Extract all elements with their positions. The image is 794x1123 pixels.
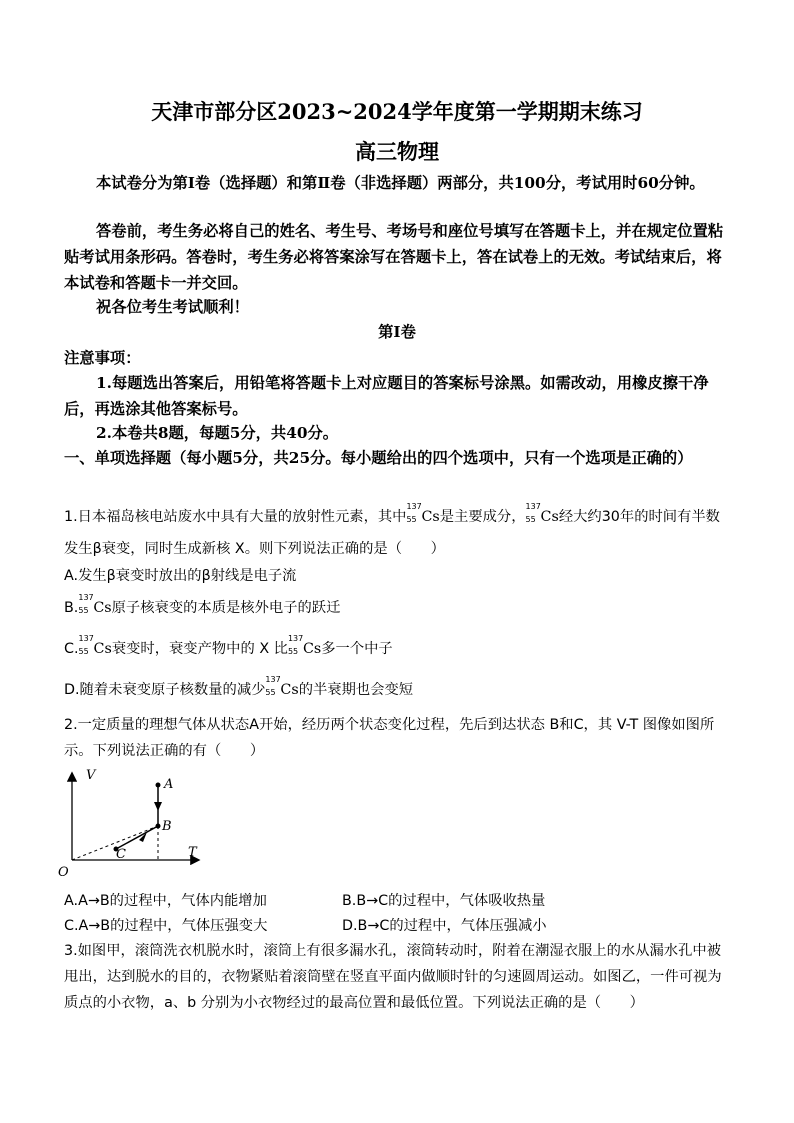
intro-paragraph-3: 祝各位考生考试顺利！ bbox=[96, 298, 249, 316]
part-1-title: 第Ⅰ卷 bbox=[378, 323, 416, 341]
isotope-cs137: 137 55 bbox=[525, 502, 541, 524]
isotope-cs137: 137 55 bbox=[78, 634, 94, 656]
question-1-option-c: C. 137 55 Cs衰变时，衰变产物中的 X 比 137 55 Cs多一个中子 bbox=[64, 634, 393, 657]
point-a bbox=[156, 783, 161, 788]
question-3-stem: 3.如图甲，滚筒洗衣机脱水时，滚筒上有很多漏水孔，滚筒转动时，附着在潮湿衣服上的水从漏水孔中被甩出，达到脱水的目的，衣物紧贴着滚筒壁在竖直平面内做顺时针的匀速圆周运动。如图乙，一件可视为质点的小衣物，a、b 分别为小衣物经过的最高位置和最低位置。下列说法正确的是（ ） bbox=[64, 943, 722, 1011]
point-b-label: B bbox=[162, 819, 172, 834]
question-1-line-2: 发生β衰变，同时生成新核 X。则下列说法正确的是（ ） bbox=[64, 541, 445, 557]
question-1-line-1: 1.日本福岛核电站废水中具有大量的放射性元素，其中 137 55 Cs是主要成分， 137 55 Cs经大约30年的时间有半数 bbox=[64, 502, 720, 525]
point-a-label: A bbox=[164, 777, 174, 792]
isotope-cs137: 137 55 bbox=[406, 502, 422, 524]
question-2-option-a: A.A→B的过程中，气体内能增加 bbox=[64, 893, 267, 909]
notice-label: 注意事项： bbox=[64, 349, 141, 367]
path-b-to-c bbox=[116, 826, 158, 849]
v-axis-label: V bbox=[86, 768, 96, 783]
question-1-option-b: B. 137 55 Cs原子核衰变的本质是核外电子的跃迁 bbox=[64, 593, 341, 616]
notice-item-1: 1.每题选出答案后，用铅笔将答题卡上对应题目的答案标号涂黑。如需改动，用橡皮擦干净后，再选涂其他答案标号。 bbox=[64, 374, 709, 418]
subject-title: 高三物理 bbox=[355, 139, 439, 164]
point-b bbox=[156, 824, 161, 829]
question-1-option-d: D.随着未衰变原子核数量的减少 137 55 Cs的半衰期也会变短 bbox=[64, 675, 414, 698]
question-1-option-a: A.发生β衰变时放出的β射线是电子流 bbox=[64, 568, 297, 584]
dashed-origin-line bbox=[72, 826, 158, 860]
intro-paragraph-1: 本试卷分为第Ⅰ卷（选择题）和第Ⅱ卷（非选择题）两部分，共100分，考试用时60分钟。 bbox=[96, 174, 705, 192]
exam-title: 天津市部分区2023~2024学年度第一学期期末练习 bbox=[151, 99, 643, 124]
t-axis-label: T bbox=[188, 845, 197, 860]
arrow-a-to-b bbox=[154, 802, 162, 811]
origin-label: O bbox=[58, 865, 69, 880]
isotope-cs137: 137 55 bbox=[78, 593, 94, 615]
vt-graph bbox=[56, 764, 216, 886]
intro-paragraph-2: 答卷前，考生务必将自己的姓名、考生号、考场号和座位号填写在答题卡上，并在规定位置粘贴考试用条形码。答卷时，考生务必将答案涂写在答题卡上，答在试卷上的无效。考试结束后，将本试卷和答题卡一并交回。 bbox=[64, 222, 724, 292]
question-2-option-b: B.B→C的过程中，气体吸收热量 bbox=[342, 893, 546, 909]
isotope-cs137: 137 55 bbox=[265, 675, 281, 697]
question-2-option-c: C.A→B的过程中，气体压强变大 bbox=[64, 918, 268, 934]
question-2-option-d: D.B→C的过程中，气体压强减小 bbox=[342, 918, 547, 934]
isotope-cs137: 137 55 bbox=[287, 634, 304, 656]
point-c-label: C bbox=[116, 847, 126, 862]
notice-item-2: 2.本卷共8题，每题5分，共40分。 bbox=[96, 424, 339, 442]
question-2-stem: 2.一定质量的理想气体从状态A开始，经历两个状态变化过程，先后到达状态 B和C，其 V-T 图像如图所示。下列说法正确的有（ ） bbox=[64, 717, 715, 759]
section-1-heading: 一、单项选择题（每小题5分，共25分。每小题给出的四个选项中，只有一个选项是正确的） bbox=[64, 449, 693, 467]
